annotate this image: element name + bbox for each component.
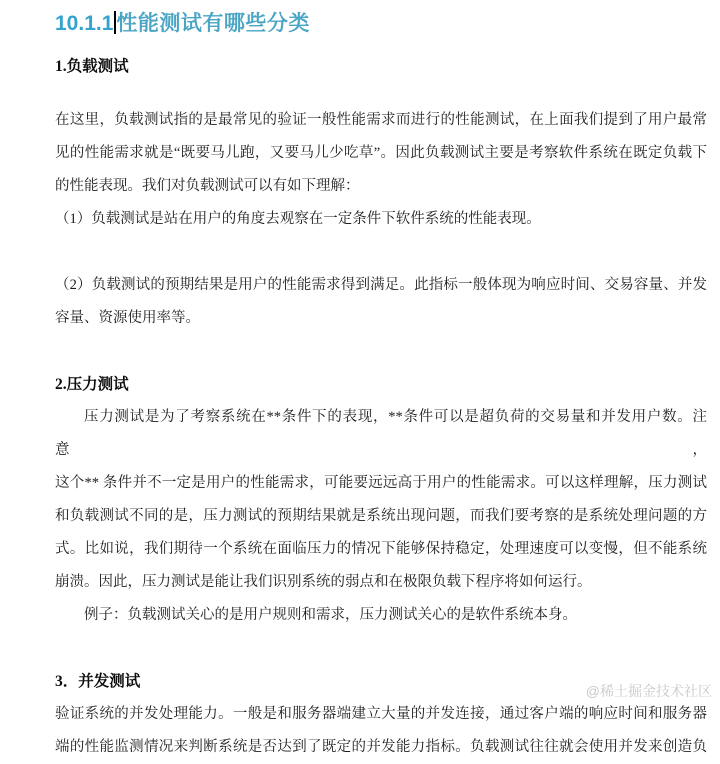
text-line: 例子：负载测试关心的是用户规则和需求，压力测试关心的是软件系统本身。 [84,607,577,623]
section-title-text: 性能测试有哪些分类 [116,12,310,35]
text-line: 这个** 条件并不一定是用户的性能需求，可能要远远高于用户的性能需求。可以这样理解，压力测试 [55,475,707,491]
document-flow [55,50,707,764]
section-heading: 3．并发测试 [55,673,141,690]
blank-line [55,335,707,368]
text-line: （2）负载测试的预期结果是用户的性能需求得到满足。此指标一般体现为响应时间、交易容量、并发 [55,277,707,293]
blank-line [55,236,707,269]
blank-line [55,632,707,665]
text-line: 验证系统的并发处理能力。一般是和服务器端建立大量的并发连接，通过客户端的响应时间和服务器 [55,706,707,722]
text-line: 崩溃。因此，压力测试是能让我们识别系统的弱点和在极限负载下程序将如何运行。 [55,574,592,590]
text-line: 容量、资源使用率等。 [55,310,200,326]
text-line: 压力测试是为了考察系统在**条件下的表现，**条件可以是超负荷的交易量和并发用户数。注意， [55,409,707,458]
section-number: 10.1.1 [55,12,114,35]
text-line: 端的性能监测情况来判断系统是否达到了既定的并发能力指标。负载测试往往就会使用并发来创造负 [55,739,707,755]
watermark: @稀土掘金技术社区 [585,683,712,699]
text-line: 见的性能需求就是“既要马儿跑，又要马儿少吃草”。因此负载测试主要是考察软件系统在既定负载下 [55,145,707,161]
section-heading: 1.负载测试 [55,58,129,75]
text-line: （1）负载测试是站在用户的角度去观察在一定条件下软件系统的性能表现。 [55,211,541,227]
text-line: 式。比如说，我们期待一个系统在面临压力的情况下能够保持稳定，处理速度可以变慢，但不能系统 [55,541,707,557]
section-heading: 2.压力测试 [55,376,129,393]
text-line: 在这里，负载测试指的是最常见的验证一般性能需求而进行的性能测试，在上面我们提到了用户最常 [55,112,707,128]
page-title [55,10,707,38]
text-line: 和负载测试不同的是，压力测试的预期结果就是系统出现问题，而我们要考察的是系统处理问题的方 [55,508,707,524]
text-line: 的性能表现。我们对负载测试可以有如下理解： [55,178,360,194]
